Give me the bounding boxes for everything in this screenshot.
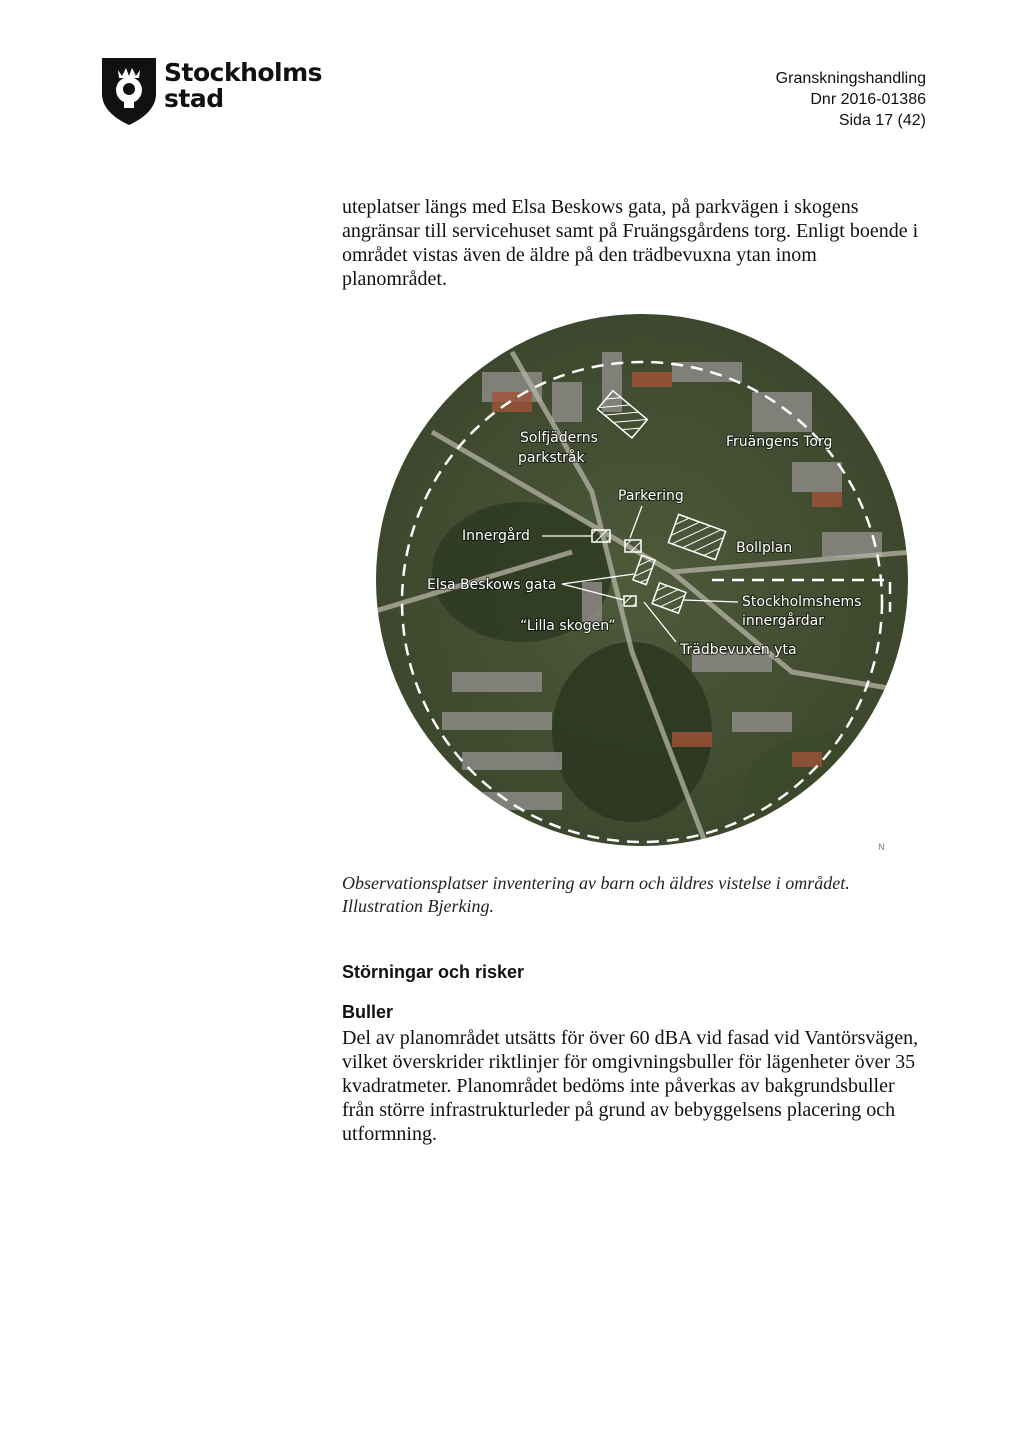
dnr: Dnr 2016-01386 (810, 91, 926, 108)
north-indicator: N (878, 843, 885, 853)
intro-paragraph: uteplatser längs med Elsa Beskows gata, på parkvägen i skogens angränsar till servicehuset samt på Fruängsgårdens torg. Enligt boende i området vistas även de äldre på den trädbevuxna ytan inom planområdet. (342, 196, 919, 290)
caption-line-1: Observationsplatser inventering av barn och äldres vistelse i området. (342, 873, 850, 893)
label-elsa-beskows: Elsa Beskows gata (427, 577, 557, 593)
logo-line-1: Stockholms (164, 58, 323, 87)
label-tradbevuxen: Trädbevuxen yta (680, 642, 797, 658)
label-bollplan: Bollplan (736, 540, 793, 556)
stockholm-shield-icon (100, 56, 158, 126)
aerial-map (372, 312, 912, 860)
page-number: Sida 17 (42) (838, 112, 926, 129)
doc-type: Granskningshandling (775, 70, 926, 87)
stockholm-logo (100, 56, 323, 128)
figure-caption (342, 872, 922, 918)
map-illustration (372, 312, 912, 860)
label-lilla-skogen: “Lilla skogen” (520, 618, 616, 634)
label-stockholmshems: Stockholmshems (742, 594, 862, 610)
label-innergard: Innergård (462, 528, 530, 544)
label-parkstrak: parkstråk (518, 450, 585, 466)
label-parkering: Parkering (618, 488, 684, 504)
section-heading: Störningar och risker (342, 962, 525, 982)
buller-paragraph: Del av planområdet utsätts för över 60 dBA vid fasad vid Vantörsvägen, vilket överskrider riktlinjer för omgivningsbuller för lägenheter över 35 kvadratmeter. Planområdet bedöms inte påverkas av bakgrundsbuller från större infrastrukturleder på grund av bebyggelsens placering och utformning. (342, 1027, 919, 1145)
logo-wordmark (164, 60, 322, 112)
subsection-heading: Buller (342, 1002, 394, 1022)
logo-line-2: stad (164, 84, 224, 113)
label-fruangens-torg: Fruängens Torg (726, 434, 833, 450)
caption-line-2: Illustration Bjerking. (342, 896, 494, 916)
label-solfjaderns: Solfjäderns (520, 430, 598, 446)
document-meta (776, 68, 926, 131)
label-innergardar: innergårdar (742, 613, 824, 629)
